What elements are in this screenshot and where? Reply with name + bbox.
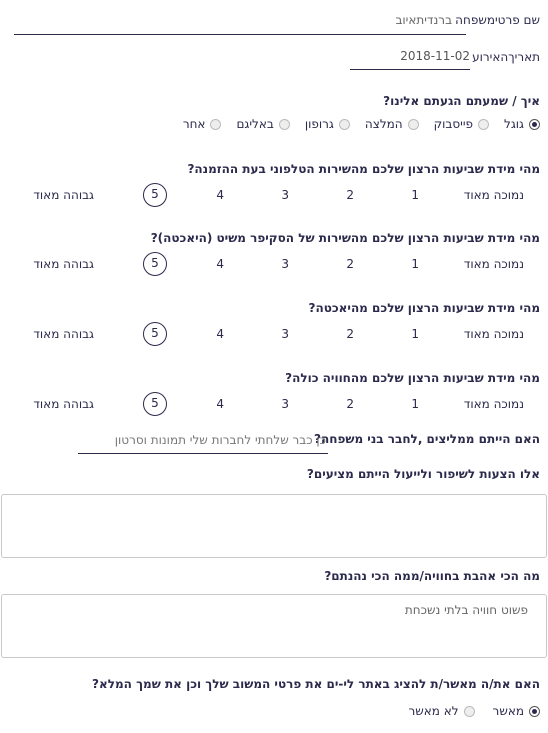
rating-option-1[interactable]: 1: [411, 257, 419, 271]
source-question: איך / שמעתם הגעתם אלינו?: [383, 94, 540, 108]
radio-label: באליגם: [236, 117, 274, 131]
rating-question: מהי מידת שביעות הרצון שלכם מהשירות הטלפוני בעת ההזמנה?: [187, 162, 540, 176]
radio-label: מאשר: [492, 704, 524, 718]
rating-option-3[interactable]: 3: [281, 327, 289, 341]
rating-scale: [0, 183, 548, 209]
recommend-underline: [78, 453, 328, 454]
rating-question: מהי מידת שביעות הרצון שלכם מהחוויה כולה?: [285, 371, 540, 385]
rating-scale: [0, 322, 548, 348]
scale-high-label: גבוהה מאוד: [33, 327, 94, 341]
radio-button[interactable]: [529, 706, 540, 717]
radio-button[interactable]: [210, 119, 221, 130]
rating-scale: [0, 392, 548, 418]
loved-textarea[interactable]: פשוט חוויה בלתי נשכחת: [1, 594, 547, 658]
rating-option-2[interactable]: 2: [346, 397, 354, 411]
radio-button[interactable]: [279, 119, 290, 130]
rating-option-5[interactable]: 5: [143, 322, 167, 346]
scale-low-label: נמוכה מאוד: [463, 257, 524, 271]
rating-option-4[interactable]: 4: [216, 257, 224, 271]
radio-label: לא מאשר: [408, 704, 459, 718]
radio-label: גרופון: [304, 117, 334, 131]
rating-option-4[interactable]: 4: [216, 327, 224, 341]
radio-label: פייסבוק: [433, 117, 474, 131]
rating-question: מהי מידת שביעות הרצון שלכם מהיאכטה?: [308, 301, 540, 315]
radio-label: אחר: [182, 117, 206, 131]
rating-option-4[interactable]: 4: [216, 397, 224, 411]
recommend-input[interactable]: כן כבר שלחתי לחברות שלי תמונות וסרטון: [114, 433, 326, 447]
scale-high-label: גבוהה מאוד: [33, 397, 94, 411]
source-options: [183, 117, 540, 131]
source-option-0[interactable]: [504, 117, 540, 131]
rating-option-1[interactable]: 1: [411, 188, 419, 202]
source-option-2[interactable]: [365, 117, 419, 131]
scale-high-label: גבוהה מאוד: [33, 257, 94, 271]
consent-question: האם את/ה מאשר/ת להציג באתר לי-ים את פרטי המשוב שלך וכן את שמך המלא?: [92, 677, 540, 691]
rating-option-2[interactable]: 2: [346, 257, 354, 271]
source-option-3[interactable]: [305, 117, 350, 131]
scale-low-label: נמוכה מאוד: [463, 397, 524, 411]
loved-question: מה הכי אהבת בחוויה/ממה הכי נהנתם?: [324, 569, 540, 583]
radio-button[interactable]: [478, 119, 489, 130]
rating-option-1[interactable]: 1: [411, 397, 419, 411]
rating-option-5[interactable]: 5: [143, 252, 167, 276]
event-date-label: תאריךהאירוע: [472, 50, 540, 64]
consent-options: [408, 704, 540, 718]
consent-option-0[interactable]: [493, 704, 540, 718]
suggestions-textarea[interactable]: [1, 494, 547, 558]
name-field[interactable]: ברנדיתאיוב: [395, 13, 452, 27]
radio-label: גוגל: [504, 117, 524, 131]
rating-option-5[interactable]: 5: [143, 392, 167, 416]
source-option-1[interactable]: [434, 117, 489, 131]
rating-scale: [0, 252, 548, 278]
consent-option-1[interactable]: [408, 704, 474, 718]
scale-low-label: נמוכה מאוד: [463, 188, 524, 202]
rating-option-3[interactable]: 3: [281, 257, 289, 271]
radio-button[interactable]: [464, 706, 475, 717]
recommend-question: האם הייתם ממליצים ,לחבר בני משפחה?: [314, 432, 540, 446]
first-name-label: שם פרטימשפחה: [455, 13, 540, 27]
name-underline: [14, 34, 466, 35]
scale-low-label: נמוכה מאוד: [463, 327, 524, 341]
radio-button[interactable]: [529, 119, 540, 130]
rating-option-2[interactable]: 2: [346, 188, 354, 202]
date-underline: [350, 69, 470, 70]
source-option-4[interactable]: [236, 117, 289, 131]
source-option-5[interactable]: [183, 117, 222, 131]
rating-option-3[interactable]: 3: [281, 188, 289, 202]
rating-option-3[interactable]: 3: [281, 397, 289, 411]
rating-option-2[interactable]: 2: [346, 327, 354, 341]
radio-button[interactable]: [408, 119, 419, 130]
event-date-field[interactable]: 2018-11-02: [400, 49, 470, 63]
radio-button[interactable]: [339, 119, 350, 130]
rating-question: מהי מידת שביעות הרצון שלכם מהשירות של הסקיפר משיט (היאכטה)?: [150, 231, 540, 245]
rating-option-5[interactable]: 5: [143, 183, 167, 207]
rating-option-4[interactable]: 4: [216, 188, 224, 202]
scale-high-label: גבוהה מאוד: [33, 188, 94, 202]
radio-label: המלצה: [364, 117, 403, 131]
rating-option-1[interactable]: 1: [411, 327, 419, 341]
suggestions-question: אלו הצעות לשיפור ולייעול הייתם מציעים?: [306, 467, 540, 481]
